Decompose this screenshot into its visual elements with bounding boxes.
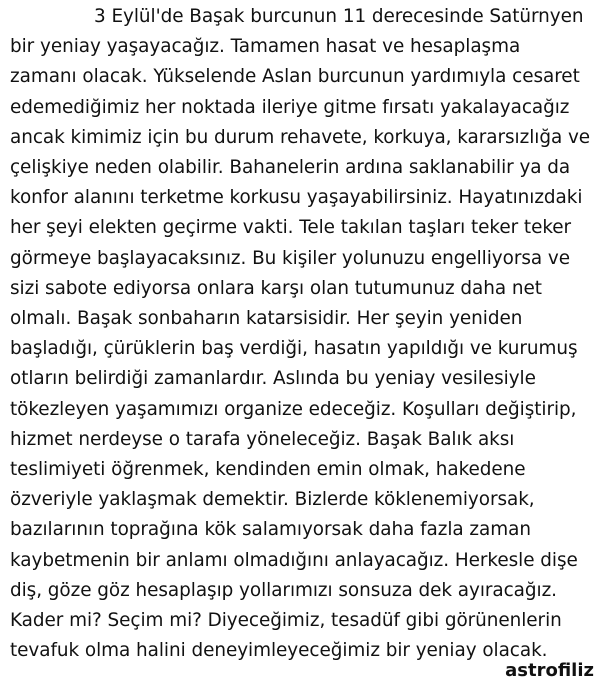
text-line: edemediğimiz her noktada ileriye gitme fırsatı yakalayacağız [10,96,570,118]
text-line: bazılarının toprağına kök salamıyorsak daha fazla zaman [10,519,531,541]
text-line: otların belirdiği zamanlardır. Aslında bu yeniay vesilesiyle [10,368,536,390]
author-signature: astrofiliz [505,660,594,681]
text-line: Kader mi? Seçim mi? Diyeceğimiz, tesadüf gibi görünenlerin [10,610,562,632]
text-line: hizmet nerdeyse o tarafa yöneleceğiz. Başak Balık aksı [10,428,515,450]
text-line: ancak kimimiz için bu durum rehavete, korkuya, kararsızlığa ve [10,126,591,148]
article-text [10,2,600,666]
text-line: 3 Eylül'de Başak burcunun 11 derecesinde Satürnyen [94,6,584,27]
text-line: tökezleyen yaşamımızı organize edeceğiz. Koşulları değiştirip, [10,398,577,420]
text-line: zamanı olacak. Yükselende Aslan burcunun yardımıyla cesaret [10,66,580,88]
text-line: olmalı. Başak sonbaharın katarsisidir. Her şeyin yeniden [10,308,523,330]
text-line: tevafuk olma halini deneyimleyeceğimiz bir yeniay olacak. [10,640,548,662]
text-line: sizi sabote ediyorsa onlara karşı olan tutumunuz daha net [10,277,542,299]
text-line: konfor alanını terketme korkusu yaşayabilirsiniz. Hayatınızdaki [10,187,583,209]
text-line: görmeye başlayacaksınız. Bu kişiler yolunuzu engelliyorsa ve [10,247,570,269]
text-line: başladığı, çürüklerin baş verdiği, hasatın yapıldığı ve kurumuş [10,338,578,360]
text-line: özveriyle yaklaşmak demektir. Bizlerde köklenemiyorsak, [10,489,535,511]
text-line: kaybetmenin bir anlamı olmadığını anlayacağız. Herkesle dişe [10,549,578,571]
text-line: her şeyi elekten geçirme vakti. Tele takılan taşları teker teker [10,217,572,239]
text-line: diş, göze göz hesaplaşıp yollarımızı sonsuza dek ayıracağız. [10,579,557,601]
text-line: çelişkiye neden olabilir. Bahanelerin ardına saklanabilir ya da [10,157,571,179]
text-line: bir yeniay yaşayacağız. Tamamen hasat ve hesaplaşma [10,36,521,58]
text-line: teslimiyeti öğrenmek, kendinden emin olmak, hakedene [10,459,526,481]
